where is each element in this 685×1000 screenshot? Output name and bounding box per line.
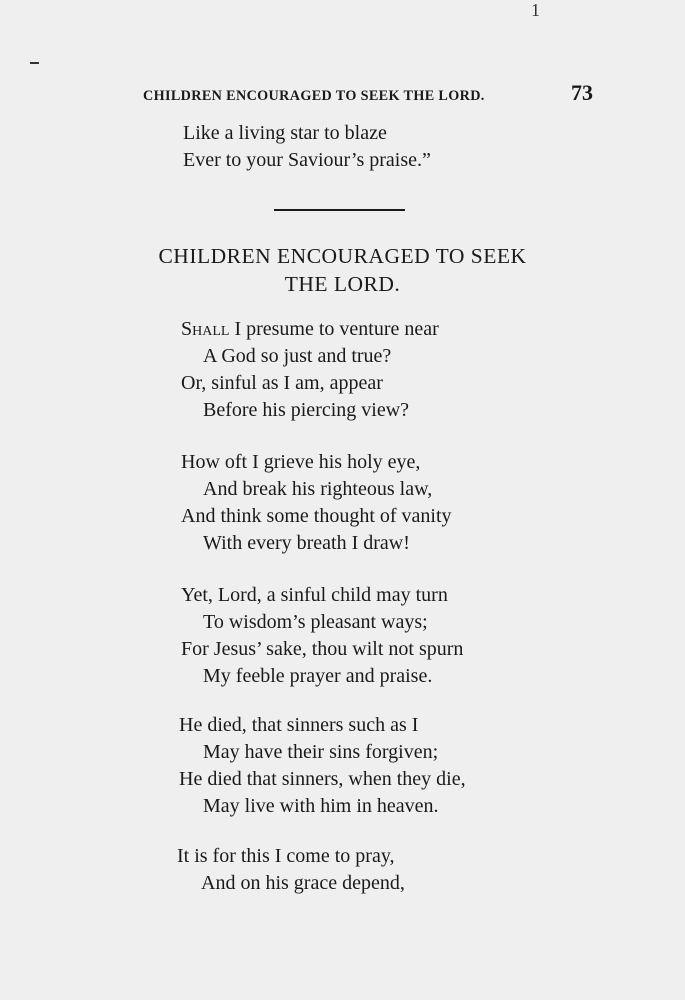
- verse-line-rest: I presume to venture near: [229, 318, 439, 340]
- verse-line: It is for this I come to pray,: [177, 845, 395, 867]
- running-title: CHILDREN ENCOURAGED TO SEEK THE LORD.: [143, 88, 485, 104]
- poem-title: CHILDREN ENCOURAGED TO SEEK: [158, 244, 527, 268]
- verse-line: And think some thought of vanity: [181, 505, 452, 527]
- opening-word: Shall: [181, 318, 230, 340]
- verse-line: He died, that sinners such as I: [179, 714, 419, 736]
- verse-line: How oft I grieve his holy eye,: [181, 451, 421, 473]
- poem-title: THE LORD.: [284, 272, 401, 296]
- verse-line: For Jesus’ sake, thou wilt not spurn: [181, 638, 464, 660]
- verse-line: A God so just and true?: [203, 345, 392, 367]
- verse-line: [181, 317, 439, 341]
- corner-mark: 1: [531, 0, 540, 20]
- previous-poem-line: Ever to your Saviour’s praise.”: [183, 149, 431, 171]
- verse-line: Before his piercing view?: [203, 399, 410, 421]
- section-divider: [274, 209, 405, 211]
- verse-line: And on his grace depend,: [201, 872, 405, 894]
- verse-line: And break his righteous law,: [203, 478, 433, 500]
- verse-line: Or, sinful as I am, appear: [181, 372, 383, 394]
- verse-line: May live with him in heaven.: [203, 795, 439, 817]
- page-number: 73: [571, 80, 593, 105]
- verse-line: He died that sinners, when they die,: [179, 768, 466, 790]
- verse-line: May have their sins forgiven;: [203, 741, 439, 763]
- verse-line: Yet, Lord, a sinful child may turn: [181, 584, 448, 606]
- verse-line: To wisdom’s pleasant ways;: [203, 611, 428, 633]
- verse-line: With every breath I draw!: [203, 532, 410, 554]
- margin-mark: [30, 62, 39, 64]
- verse-line: My feeble prayer and praise.: [203, 665, 433, 687]
- previous-poem-line: Like a living star to blaze: [183, 122, 387, 144]
- running-head: [143, 80, 593, 104]
